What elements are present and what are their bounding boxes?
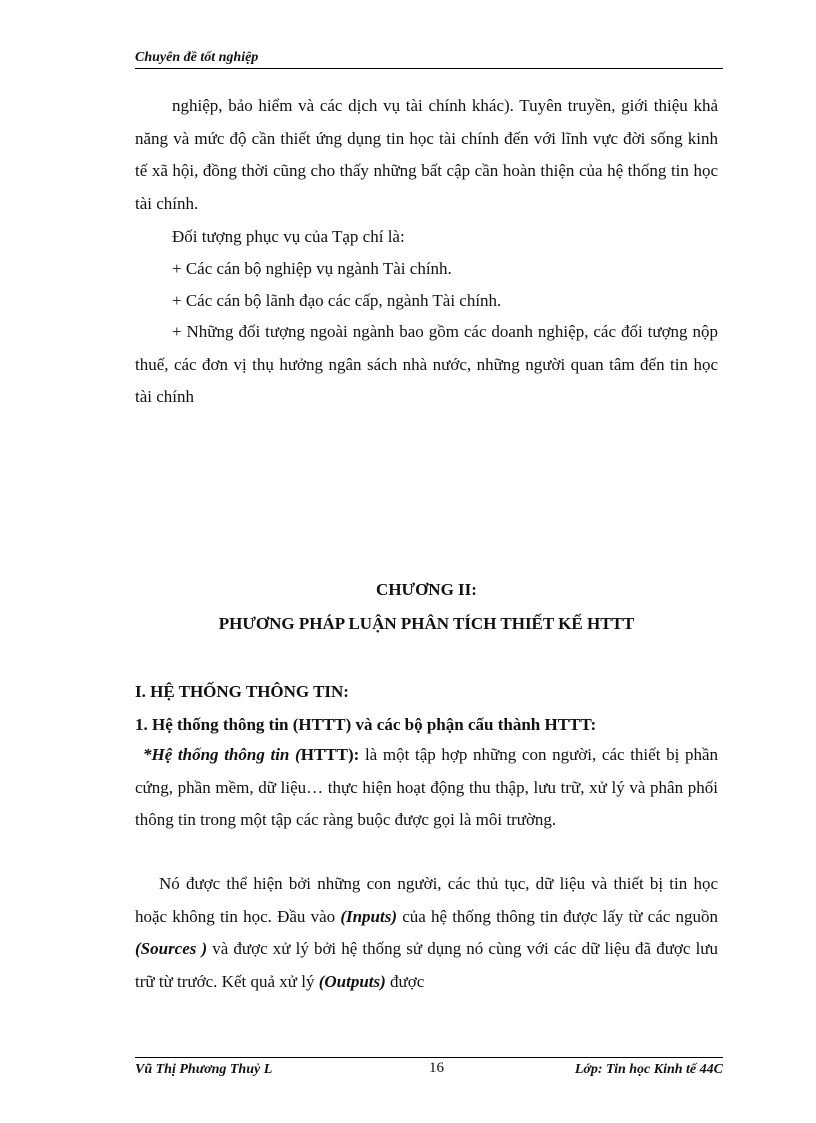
footer-class: Lớp: Tin học Kinh tế 44C	[574, 1062, 723, 1077]
page-header	[135, 49, 723, 69]
outputs-term: (Outputs)	[318, 971, 386, 991]
header-title: Chuyên đề tốt nghiệp	[135, 50, 259, 65]
footer-author: Vũ Thị Phương Thuỷ L	[135, 1062, 273, 1077]
definition-term: *Hệ thống thông tin (	[143, 745, 301, 764]
audience-item-1: + Các cán bộ nghiệp vụ ngành Tài chính.	[172, 259, 452, 278]
chapter-number: CHƯƠNG II:	[376, 580, 477, 599]
definition-paragraph	[135, 739, 718, 837]
intro-paragraph: nghiệp, bảo hiểm và các dịch vụ tài chính khác). Tuyên truyền, giới thiệu khả năng và mức độ cần thiết ứng dụng tin học tài chính đến với lĩnh vực đời sống kinh tế xã hội, đồng thời cũng cho thấy những bất cập cần hoàn thiện của hệ thống tin học tài chính.	[135, 96, 718, 213]
system-text-a: Nó được thể hiện bởi những con người, các thủ tục, dữ liệu và thiết bị tin học hoặc không tin học. Đầu vào	[135, 874, 718, 926]
section-heading: I. HỆ THỐNG THÔNG TIN:	[135, 682, 349, 701]
definition-close: ):	[347, 745, 360, 764]
sources-term: (Sources )	[135, 939, 208, 958]
system-text-b: của hệ thống thông tin được lấy từ các nguồn	[397, 906, 719, 926]
inputs-term: (Inputs)	[340, 906, 398, 926]
page-footer	[135, 1057, 723, 1080]
page-number: 16	[429, 1060, 444, 1076]
section-subheading: 1. Hệ thống thông tin (HTTT) và các bộ phận cấu thành HTTT:	[135, 715, 597, 734]
system-paragraph	[135, 868, 718, 998]
audience-item-2: + Các cán bộ lãnh đạo các cấp, ngành Tài chính.	[172, 291, 502, 310]
system-text-d: được	[385, 971, 425, 991]
definition-abbr: HTTT	[300, 745, 348, 764]
definition-text: là một tập hợp những con người, các thiết bị phần cứng, phần mềm, dữ liệu… thực hiện hoạt động thu thập, lưu trữ, xử lý và phân phối thông tin trong một tập các ràng buộc được gọi là môi trường.	[135, 745, 718, 829]
chapter-title: PHƯƠNG PHÁP LUẬN PHÂN TÍCH THIẾT KẾ HTTT	[218, 614, 635, 633]
audience-intro: Đối tượng phục vụ của Tạp chí là:	[172, 227, 405, 246]
system-text-c: và được xử lý bởi hệ thống sử dụng nó cùng với các dữ liệu đã được lưu trữ từ trước. Kết quả xử lý	[135, 939, 718, 991]
audience-item-3: + Những đối tượng ngoài ngành bao gồm các doanh nghiệp, các đối tượng nộp thuế, các đơn vị thụ hưởng ngân sách nhà nước, những người quan tâm đến tin học tài chính	[135, 322, 718, 406]
